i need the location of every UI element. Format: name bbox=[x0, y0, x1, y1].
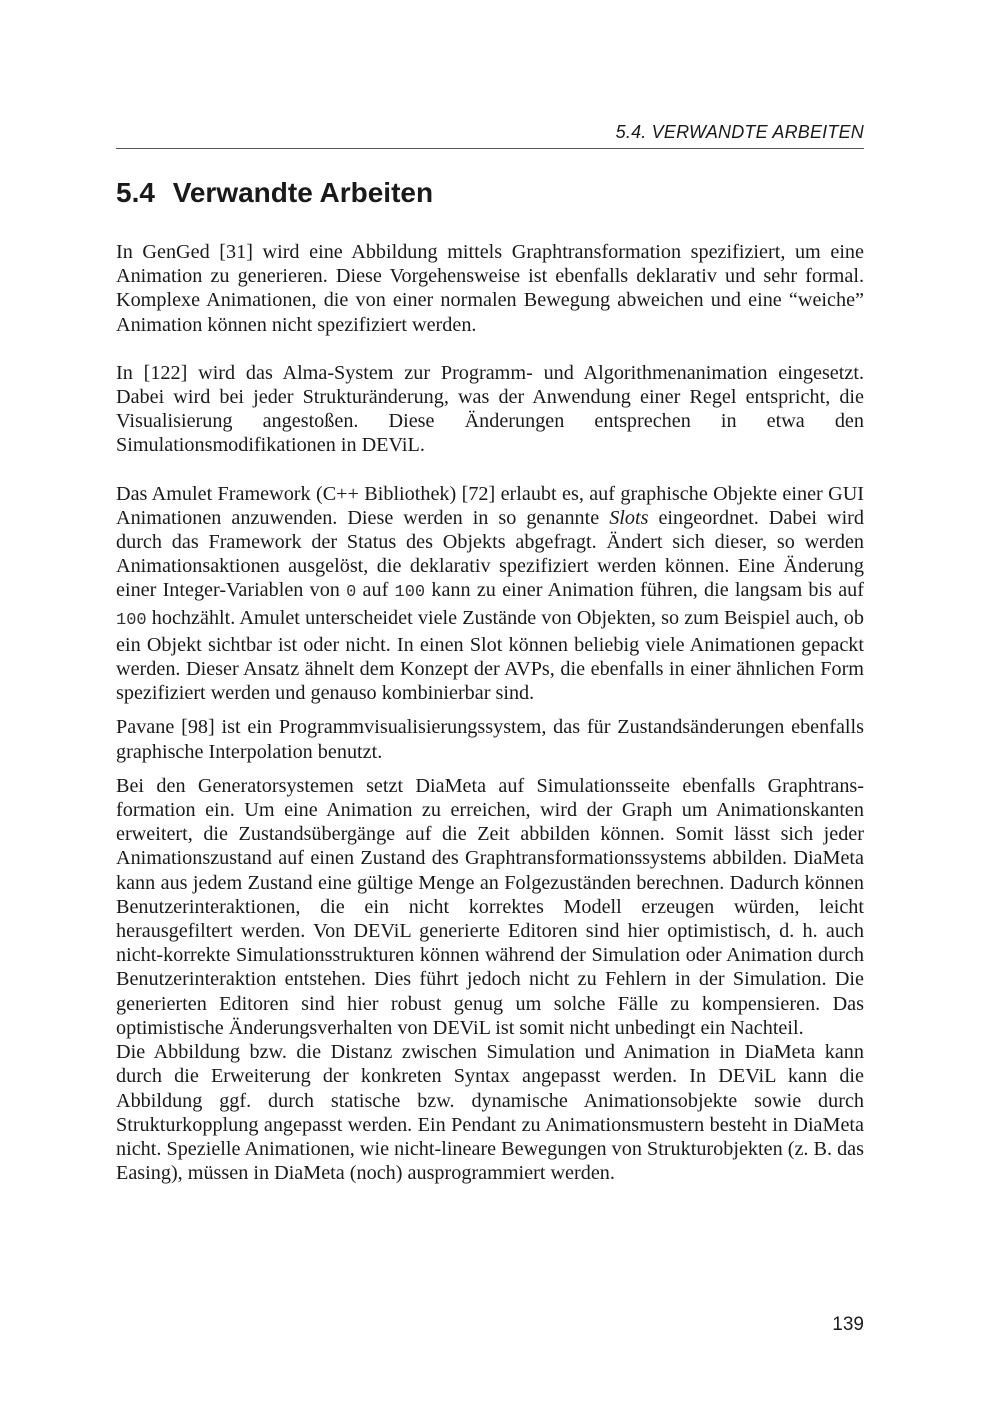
paragraph-diameta: Bei den Generatorsystemen setzt DiaMeta auf Simulationsseite ebenfalls Graphtransformation ein. Um eine Animation zu erreichen, wird der Graph um Animationskanten erweitert, die Zustandsübergänge auf die Zeit abbilden können. Somit lässt sich jeder Animationszustand auf einen Zustand des Graphtransformationssystems abbilden. DiaMeta kann aus jedem Zustand eine gültige Menge an Folgezuständen berechnen. Dadurch können Benutzerinteraktionen, die ein nicht korrektes Modell erzeugen würden, leicht herausgefiltert werden. Von DEViL generierte Editoren sind hier optimistisch, d. h. auch nicht-korrekte Simulationsstrukturen können während der Simulation oder Animation durch Benutzerinteraktion entstehen. Dies führt jedoch nicht zu Fehlern in der Simulation. Die generierten Editoren sind hier robust genug um solche Fälle zu kompensieren. Das optimistische Änderungsverhalten von DEViL ist somit nicht unbedingt ein Nachteil. bbox=[116, 774, 864, 1039]
amulet-text-5: hochzählt. Amulet unterscheidet viele Zustände von Objekten, so zum Beispiel auch, ob ein Objekt sichtbar ist oder nicht. In einen Slot können beliebig viele Animationen gepackt werden. Dieser Ansatz ähnelt dem Konzept der AVPs, die ebenfalls in einer ähnlichen Form spezifiziert werden und genauso kombinierbar sind. bbox=[116, 606, 864, 705]
code-hundred: 100 bbox=[116, 610, 147, 630]
running-header-text: 5.4. VERWANDTE ARBEITEN bbox=[615, 122, 864, 142]
body-text bbox=[116, 240, 864, 1185]
paragraph-abbildung: Die Abbildung bzw. die Distanz zwischen Simulation und Animation in DiaMeta kann durch die Erweiterung der konkreten Syntax angepasst werden. In DEViL kann die Abbildung ggf. durch statische bzw. dynamische Animationsobjekte sowie durch Strukturkopplung angepasst werden. Ein Pendant zu Animationsmustern besteht in DiaMeta nicht. Spezielle Animationen, wie nicht-lineare Bewegungen von Strukturobjekten (z. B. das Easing), müssen in DiaMeta (noch) ausprogrammiert werden. bbox=[116, 1041, 864, 1185]
slots-term: Slots bbox=[609, 506, 649, 529]
amulet-text-1: Das Amulet Framework (C++ Bibliothek) [72] erlaubt es, auf graphische Objekte einer GUI Animationen anzuwenden. Diese werden in so genannte bbox=[116, 482, 864, 529]
amulet-text-2: eingeordnet. Dabei wird durch das Framework der Status des Objekts abgefragt. Ändert sich dieser, so werden Animationsaktionen ausgelöst, die deklarativ spezifiziert werden können. Eine Änderung einer Integer-Variablen von bbox=[116, 506, 864, 602]
paragraph-amulet bbox=[116, 482, 864, 706]
code-hundred: 100 bbox=[394, 583, 426, 603]
paragraph-pavane: Pavane [98] ist ein Programmvisualisierungssystem, das für Zustandsänderungen ebenfalls graphische Interpolation benutzt. bbox=[116, 716, 864, 763]
page-number: 139 bbox=[832, 1314, 864, 1335]
paragraph-alma: In [122] wird das Alma-System zur Programm- und Algorithmenanimation eingesetzt. Dabei wird bei jeder Strukturänderung, was der Anwendung einer Regel entspricht, die Visualisierung angestoßen. Diese Änderungen entsprechen in etwa den Simulationsmodifikationen in DEViL. bbox=[116, 361, 864, 457]
section-title bbox=[116, 175, 433, 211]
code-zero: 0 bbox=[346, 583, 357, 603]
amulet-text-4: kann zu einer Animation führen, die langsam bis auf bbox=[425, 579, 864, 602]
amulet-text-3: auf bbox=[356, 579, 395, 602]
paragraph-genged: In GenGed [31] wird eine Abbildung mittels Graphtransformation spezifiziert, um eine Animation zu generieren. Diese Vorgehensweise ist ebenfalls deklarativ und sehr formal. Komplexe Animationen, die von einer normalen Bewegung abweichen und eine “weiche” Animation können nicht spezifiziert werden. bbox=[116, 241, 864, 336]
running-header bbox=[116, 120, 864, 149]
section-number: 5.4 bbox=[116, 177, 155, 208]
section-title-text: Verwandte Arbeiten bbox=[172, 177, 434, 208]
